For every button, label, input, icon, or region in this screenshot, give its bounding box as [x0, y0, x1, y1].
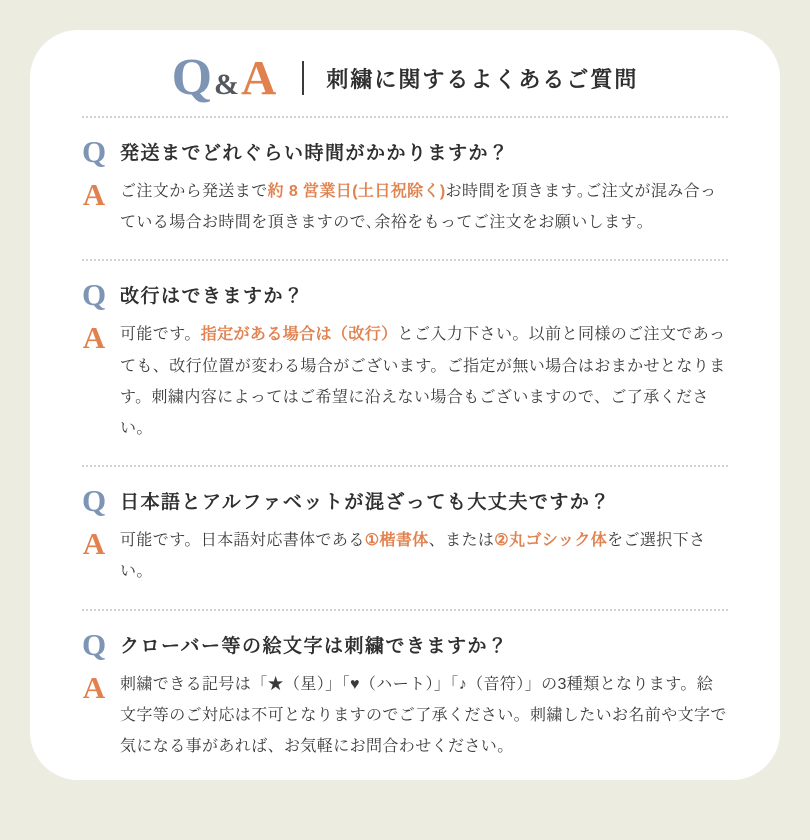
qa-logo: [171, 49, 277, 106]
answer-row: [82, 176, 728, 238]
page-title: 刺繍に関するよくあるご質問: [326, 66, 639, 92]
question-text: 日本語とアルファベットが混ざっても大丈夫ですか？: [120, 492, 611, 514]
answer-text: 刺繍できる記号は「★（星）」「♥（ハート）」「♪（音符）」の3種類となります。絵文字等のご対応は不可となりますのでご了承ください。刺繍したいお名前や文字で気になる事があれば、お気軽にお問合わせください。: [120, 675, 727, 755]
q-icon: Q: [82, 483, 107, 519]
answer-row: [82, 669, 728, 763]
question-text: 発送までどれぐらい時間がかかりますか？: [120, 143, 510, 164]
q-icon: Q: [82, 277, 107, 313]
faq-item-emoji-symbols: [82, 611, 728, 781]
question-row: [82, 626, 728, 662]
logo-letter-a: A: [241, 50, 277, 105]
answer-row: [82, 525, 728, 587]
faq-card: [30, 30, 780, 780]
header: [82, 30, 728, 116]
header-separator-bar: [302, 61, 304, 95]
logo-letter-q: Q: [171, 49, 213, 106]
question-row: [82, 277, 728, 313]
faq-item-shipping-time: [82, 118, 728, 259]
answer-text: 可能です。指定がある場合は（改行）とご入力下さい。以前と同様のご注文であっても、改行位置が変わる場合がございます。ご指定が無い場合はおまかせとなります。刺繍内容によってはご希望に沿えない場合もございますので、ご了承ください。: [120, 326, 726, 437]
question-text: クローバー等の絵文字は刺繍できますか？: [120, 635, 509, 657]
faq-item-mixed-characters: [82, 467, 728, 608]
question-row: [82, 483, 728, 519]
answer-text: 可能です。日本語対応書体である①楷書体、または②丸ゴシック体をご選択下さい。: [120, 532, 706, 581]
a-icon: A: [82, 320, 106, 356]
question-text: 改行はできますか？: [120, 286, 305, 308]
a-icon: A: [82, 177, 106, 212]
a-icon: A: [82, 526, 106, 562]
faq-item-line-break: [82, 261, 728, 465]
q-icon: Q: [82, 134, 107, 169]
question-row: [82, 136, 728, 167]
logo-ampersand: &: [214, 68, 240, 101]
answer-text: ご注文から発送まで約 8 営業日(土日祝除く)お時間を頂きます｡ご注文が混み合っている場合お時間を頂きますので､余裕をもってご注文をお願いします｡: [120, 183, 717, 232]
q-icon: Q: [82, 626, 107, 662]
a-icon: A: [82, 669, 106, 705]
answer-row: [82, 319, 728, 444]
